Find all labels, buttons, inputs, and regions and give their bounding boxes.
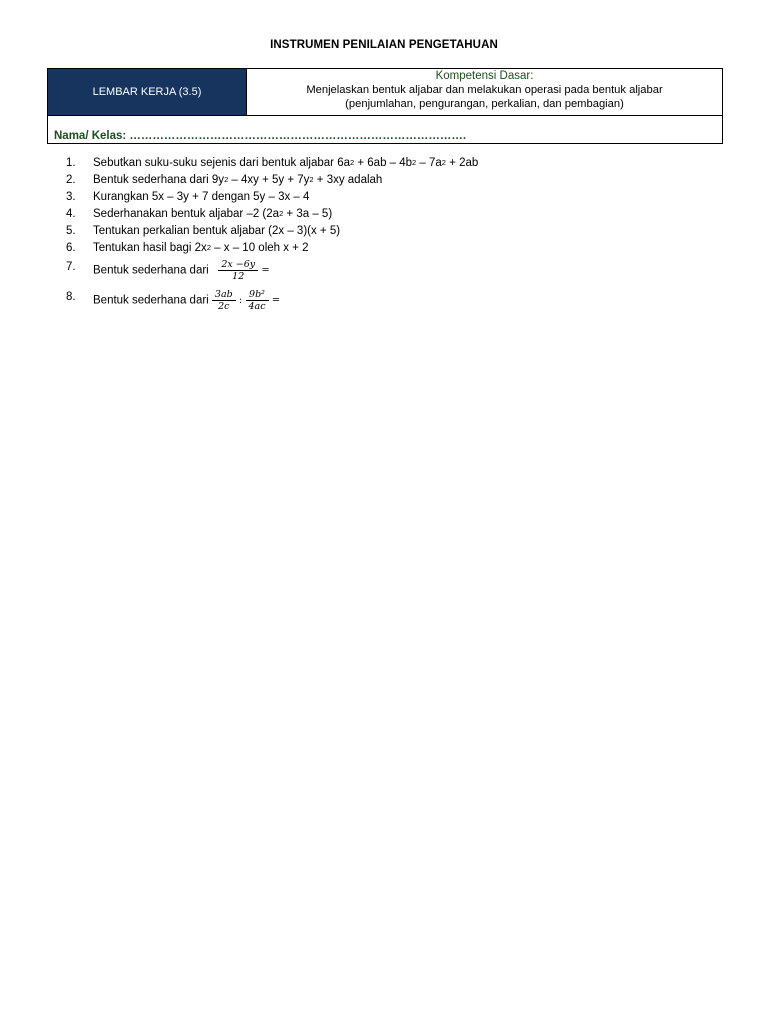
question-text: Bentuk sederhana dari $\frac{2x -6y}{12}$ = [93,259,270,282]
question-number: 7. [66,261,76,273]
question-text: Sederhanakan bentuk aljabar –2 $(2a^2 + 3a - 5)$ [93,208,333,220]
question-3 [66,189,706,206]
question-text: Kurangkan 5x – 3y + 7 dengan 5y – 3x – 4 [93,191,310,203]
question-text: Tentukan perkalian bentuk aljabar (2x – 3)(x + 5) [93,225,341,237]
fraction: $\frac{3ab}{2c}$ [212,289,236,312]
question-list [66,155,706,317]
question-text: Bentuk sederhana dari $\frac{3ab}{2c}$ : $\frac{\text{9b²}}{4ac}$ = [93,289,281,312]
kompetensi-dasar-line-2: (penjumlahan, pengurangan, perkalian, dan pembagian) [345,98,624,110]
worksheet-header-table [47,68,723,144]
worksheet-label: LEMBAR KERJA (3.5) [48,69,247,115]
question-2 [66,172,706,189]
question-7 [66,257,706,287]
question-number: 4. [66,208,76,220]
question-number: 1. [66,157,76,169]
question-4 [66,206,706,223]
question-number: 5. [66,225,76,237]
question-text: Tentukan hasil bagi $2x^2$ – x – 10 oleh x + 2 [93,242,309,254]
question-5 [66,223,706,240]
fraction: $\frac{\text{9b²}}{4ac}$ [246,289,269,312]
question-8 [66,287,706,317]
kompetensi-dasar-cell [247,69,722,115]
question-text: Sebutkan suku-suku sejenis dari bentuk aljabar $6a^2 + 6ab - 4b^2 - 7a^2 + 2ab$ [93,157,479,169]
question-6 [66,240,706,257]
fraction: $\frac{2x -6y}{12}$ [218,259,258,282]
name-class-field[interactable]: Nama/ Kelas: ……………………………………………………………………………. [48,115,722,143]
question-number: 6. [66,242,76,254]
kompetensi-dasar-line-1: Menjelaskan bentuk aljabar dan melakukan operasi pada bentuk aljabar [306,84,663,96]
question-number: 8. [66,291,76,303]
document-title: INSTRUMEN PENILAIAN PENGETAHUAN [270,39,498,51]
question-text: Bentuk sederhana dari $9y^2 - 4xy + 5y + 7y^2 + 3xy$ adalah [93,174,383,186]
question-number: 2. [66,174,76,186]
kompetensi-dasar-heading: Kompetensi Dasar: [435,70,534,82]
question-1 [66,155,706,172]
question-number: 3. [66,191,76,203]
